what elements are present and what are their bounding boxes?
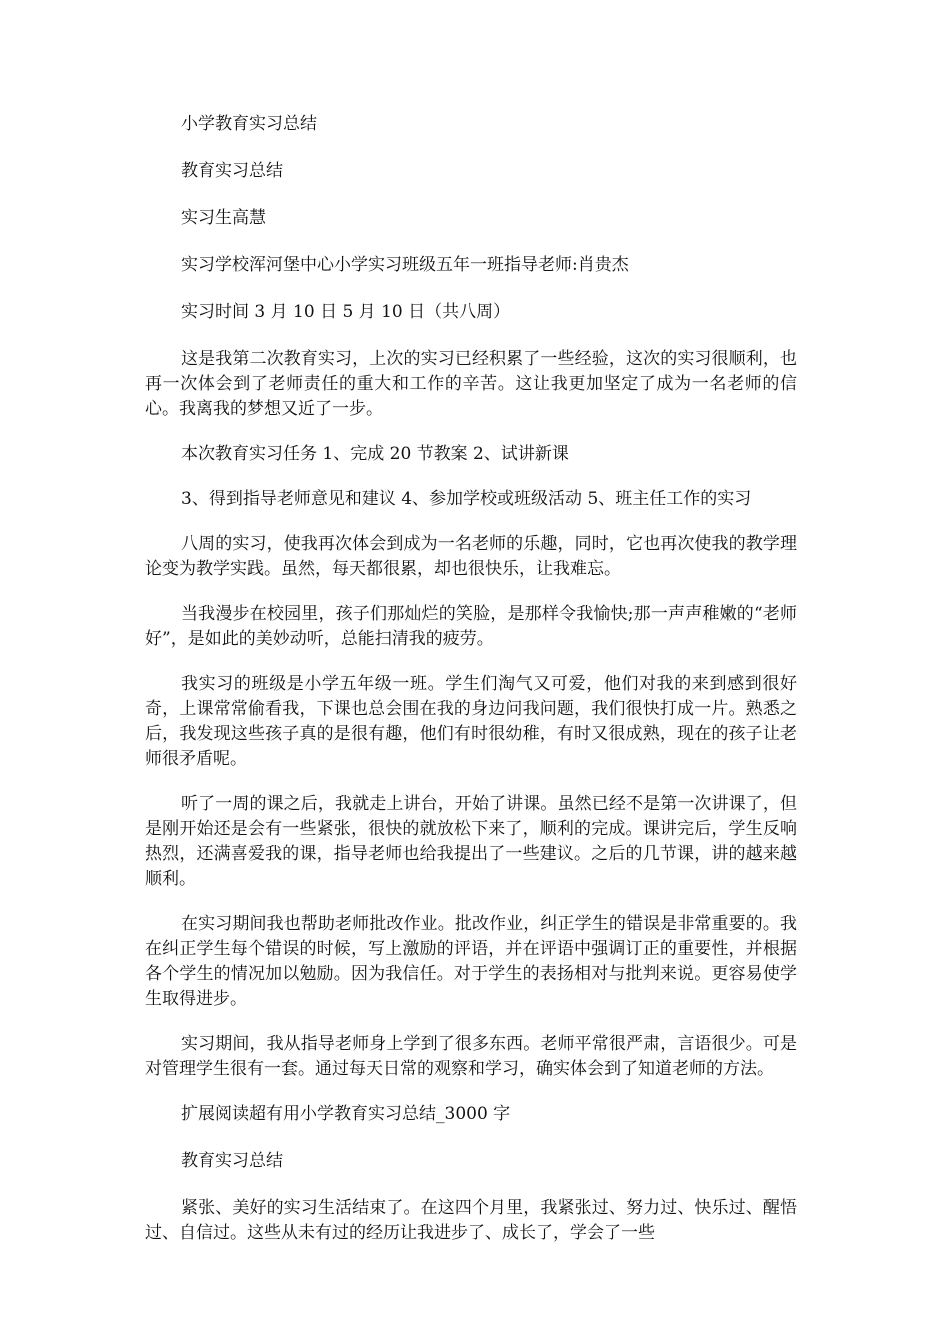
body-paragraph: 紧张、美好的实习生活结束了。在这四个月里，我紧张过、努力过、快乐过、醒悟过、自信过。这些从未有过的经历让我进步了、成长了，学会了一些 [145, 1198, 797, 1243]
task-list-line: 本次教育实习任务 1、完成 20 节教案 2、试讲新课 [181, 444, 569, 464]
body-paragraph: 在实习期间我也帮助老师批改作业。批改作业，纠正学生的错误是非常重要的。我在纠正学生每个错误的时候，写上激励的评语，并在评语中强调订正的重要性，并根据各个学生的情况加以勉励。因为我信任。对于学生的表扬相对与批判来说。更容易使学生取得进步。 [145, 914, 797, 1009]
document-title: 小学教育实习总结 [181, 114, 317, 134]
extended-reading-heading: 扩展阅读超有用小学教育实习总结_3000 字 [181, 1104, 511, 1124]
document-page [145, 112, 797, 1266]
section-heading: 教育实习总结 [181, 1151, 283, 1171]
body-paragraph: 我实习的班级是小学五年级一班。学生们淘气又可爱，他们对我的来到感到很好奇，上课常常偷看我，下课也总会围在我的身边问我问题，我们很快打成一片。熟悉之后，我发现这些孩子真的是很有趣，他们有时很幼稚，有时又很成熟，现在的孩子让老师很矛盾呢。 [145, 674, 797, 769]
body-paragraph: 当我漫步在校园里，孩子们那灿烂的笑脸，是那样令我愉快;那一声声稚嫩的“老师好”，是如此的美妙动听，总能扫清我的疲劳。 [145, 604, 797, 649]
internship-period-line: 实习时间 3 月 10 日 5 月 10 日（共八周） [181, 302, 511, 322]
school-info-line: 实习学校浑河堡中心小学实习班级五年一班指导老师:肖贵杰 [181, 255, 629, 275]
task-list-line: 3、得到指导老师意见和建议 4、参加学校或班级活动 5、班主任工作的实习 [181, 489, 752, 509]
body-paragraph: 实习期间，我从指导老师身上学到了很多东西。老师平常很严肃，言语很少。可是对管理学生很有一套。通过每天日常的观察和学习，确实体会到了知道老师的方法。 [145, 1034, 797, 1079]
body-paragraph: 听了一周的课之后，我就走上讲台，开始了讲课。虽然已经不是第一次讲课了，但是刚开始还是会有一些紧张，很快的就放松下来了，顺利的完成。课讲完后，学生反响热烈，还满喜爱我的课，指导老师也给我提出了一些建议。之后的几节课，讲的越来越顺利。 [145, 794, 797, 889]
section-heading: 教育实习总结 [181, 161, 283, 181]
body-paragraph: 八周的实习，使我再次体会到成为一名老师的乐趣，同时，它也再次使我的教学理论变为教学实践。虽然，每天都很累，却也很快乐，让我难忘。 [145, 534, 797, 579]
author-line: 实习生高慧 [181, 208, 266, 228]
body-paragraph: 这是我第二次教育实习，上次的实习已经积累了一些经验，这次的实习很顺利，也再一次体会到了老师责任的重大和工作的辛苦。这让我更加坚定了成为一名老师的信心。我离我的梦想又近了一步。 [145, 349, 797, 419]
